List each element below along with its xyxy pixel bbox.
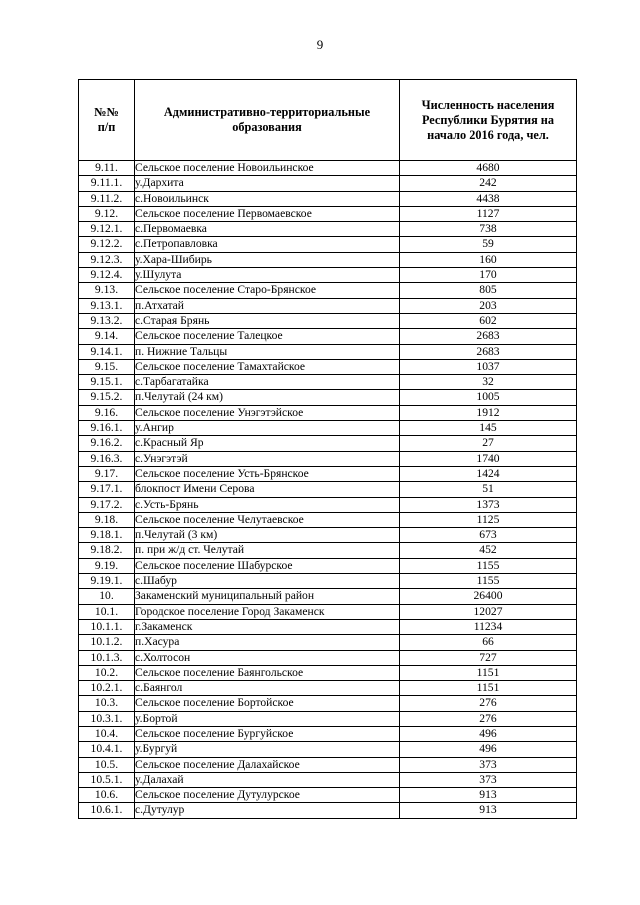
row-population: 1127 <box>400 206 577 221</box>
row-name: у.Бортой <box>135 711 400 726</box>
table-row <box>79 665 577 680</box>
row-population: 4680 <box>400 161 577 176</box>
row-name: у.Хара-Шибирь <box>135 252 400 267</box>
row-name: Сельское поселение Челутаевское <box>135 512 400 527</box>
table-row <box>79 742 577 757</box>
row-number: 9.17.2. <box>79 497 135 512</box>
page-number: 9 <box>316 37 324 52</box>
row-number: 9.16.1. <box>79 421 135 436</box>
table-row <box>79 528 577 543</box>
row-number: 9.16.3. <box>79 451 135 466</box>
table-row <box>79 252 577 267</box>
row-population: 1373 <box>400 497 577 512</box>
row-name: Городское поселение Город Закаменск <box>135 604 400 619</box>
table-row <box>79 436 577 451</box>
row-number: 10.5. <box>79 757 135 772</box>
table-row <box>79 681 577 696</box>
row-name: Сельское поселение Усть-Брянское <box>135 466 400 481</box>
row-number: 10.1.1. <box>79 619 135 634</box>
table-row <box>79 375 577 390</box>
row-name: Сельское поселение Тамахтайское <box>135 359 400 374</box>
row-population: 27 <box>400 436 577 451</box>
row-number: 9.14.1. <box>79 344 135 359</box>
row-number: 9.12.3. <box>79 252 135 267</box>
row-number: 9.16. <box>79 405 135 420</box>
row-population: 913 <box>400 803 577 818</box>
row-population: 373 <box>400 772 577 787</box>
table-header-row <box>79 80 577 161</box>
row-population: 1740 <box>400 451 577 466</box>
row-population: 51 <box>400 482 577 497</box>
table-row <box>79 788 577 803</box>
row-population: 673 <box>400 528 577 543</box>
row-population: 12027 <box>400 604 577 619</box>
row-number: 10.2.1. <box>79 681 135 696</box>
table-row <box>79 482 577 497</box>
row-population: 738 <box>400 222 577 237</box>
header-name <box>135 80 400 161</box>
row-population: 496 <box>400 726 577 741</box>
table-row <box>79 619 577 634</box>
row-name: п.Челутай (3 км) <box>135 528 400 543</box>
row-number: 9.15. <box>79 359 135 374</box>
row-number: 10.4.1. <box>79 742 135 757</box>
row-name: с.Баянгол <box>135 681 400 696</box>
row-number: 10.1.2. <box>79 635 135 650</box>
row-number: 9.18.1. <box>79 528 135 543</box>
header-number-text: №№ п/п <box>94 105 119 134</box>
table-row <box>79 772 577 787</box>
row-number: 10.6.1. <box>79 803 135 818</box>
row-number: 9.11. <box>79 161 135 176</box>
header-name-text: Административно-территориальные образования <box>163 105 371 134</box>
row-population: 242 <box>400 176 577 191</box>
table-row <box>79 268 577 283</box>
row-name: у.Шулута <box>135 268 400 283</box>
row-population: 170 <box>400 268 577 283</box>
table-row <box>79 359 577 374</box>
row-number: 10.6. <box>79 788 135 803</box>
row-population: 1037 <box>400 359 577 374</box>
row-population: 1424 <box>400 466 577 481</box>
row-number: 9.11.2. <box>79 191 135 206</box>
row-number: 10.3.1. <box>79 711 135 726</box>
row-name: Сельское поселение Бургуйское <box>135 726 400 741</box>
row-population: 4438 <box>400 191 577 206</box>
row-name: п. Нижние Тальцы <box>135 344 400 359</box>
table-row <box>79 558 577 573</box>
row-number: 9.12.1. <box>79 222 135 237</box>
row-number: 9.16.2. <box>79 436 135 451</box>
table-row <box>79 161 577 176</box>
row-population: 2683 <box>400 329 577 344</box>
table-row <box>79 191 577 206</box>
table-row <box>79 497 577 512</box>
row-name: Сельское поселение Шабурское <box>135 558 400 573</box>
table-row <box>79 283 577 298</box>
row-population: 1125 <box>400 512 577 527</box>
table-row <box>79 329 577 344</box>
row-name: Сельское поселение Новоильинское <box>135 161 400 176</box>
row-number: 10.1.3. <box>79 650 135 665</box>
row-name: Сельское поселение Баянгольское <box>135 665 400 680</box>
row-population: 727 <box>400 650 577 665</box>
table-row <box>79 574 577 589</box>
table-row <box>79 405 577 420</box>
header-population <box>400 80 577 161</box>
row-name: с.Новоильинск <box>135 191 400 206</box>
row-population: 452 <box>400 543 577 558</box>
row-population: 1005 <box>400 390 577 405</box>
row-name: с.Унэгэтэй <box>135 451 400 466</box>
row-name: с.Усть-Брянь <box>135 497 400 512</box>
row-population: 145 <box>400 421 577 436</box>
table-row <box>79 757 577 772</box>
row-name: Сельское поселение Далахайское <box>135 757 400 772</box>
table-row <box>79 222 577 237</box>
table-row <box>79 650 577 665</box>
row-name: с.Петропавловка <box>135 237 400 252</box>
row-number: 9.18. <box>79 512 135 527</box>
table-row <box>79 543 577 558</box>
row-name: с.Тарбагатайка <box>135 375 400 390</box>
row-name: г.Закаменск <box>135 619 400 634</box>
row-population: 160 <box>400 252 577 267</box>
table-row <box>79 696 577 711</box>
row-population: 32 <box>400 375 577 390</box>
row-population: 26400 <box>400 589 577 604</box>
population-table <box>78 79 577 819</box>
row-number: 9.17.1. <box>79 482 135 497</box>
table-row <box>79 390 577 405</box>
row-number: 9.13. <box>79 283 135 298</box>
row-name: Закаменский муниципальный район <box>135 589 400 604</box>
table-row <box>79 803 577 818</box>
row-name: с.Шабур <box>135 574 400 589</box>
table-row <box>79 421 577 436</box>
row-number: 9.12.2. <box>79 237 135 252</box>
row-population: 496 <box>400 742 577 757</box>
table-row <box>79 176 577 191</box>
row-name: п.Хасура <box>135 635 400 650</box>
table-row <box>79 512 577 527</box>
row-population: 11234 <box>400 619 577 634</box>
row-population: 805 <box>400 283 577 298</box>
row-population: 1912 <box>400 405 577 420</box>
row-name: Сельское поселение Первомаевское <box>135 206 400 221</box>
table-row <box>79 451 577 466</box>
table-row <box>79 237 577 252</box>
row-name: блокпост Имени Серова <box>135 482 400 497</box>
row-name: Сельское поселение Дутулурское <box>135 788 400 803</box>
row-name: п. при ж/д ст. Челутай <box>135 543 400 558</box>
row-population: 1151 <box>400 665 577 680</box>
row-population: 66 <box>400 635 577 650</box>
table-body <box>79 161 577 819</box>
row-number: 10. <box>79 589 135 604</box>
row-number: 10.2. <box>79 665 135 680</box>
row-number: 9.15.1. <box>79 375 135 390</box>
row-number: 9.19.1. <box>79 574 135 589</box>
row-name: Сельское поселение Талецкое <box>135 329 400 344</box>
header-number <box>79 80 135 161</box>
row-population: 276 <box>400 696 577 711</box>
table-row <box>79 466 577 481</box>
table-row <box>79 298 577 313</box>
table-row <box>79 206 577 221</box>
row-name: Сельское поселение Унэгэтэйское <box>135 405 400 420</box>
row-population: 276 <box>400 711 577 726</box>
row-population: 59 <box>400 237 577 252</box>
row-name: у.Дархита <box>135 176 400 191</box>
table-row <box>79 711 577 726</box>
row-number: 9.11.1. <box>79 176 135 191</box>
header-population-text: Численность населения Республики Бурятия на начало 2016 года, чел. <box>421 97 555 142</box>
row-name: с.Старая Брянь <box>135 313 400 328</box>
table-row <box>79 604 577 619</box>
row-name: с.Красный Яр <box>135 436 400 451</box>
row-population: 2683 <box>400 344 577 359</box>
row-population: 1151 <box>400 681 577 696</box>
row-name: с.Холтосон <box>135 650 400 665</box>
row-name: у.Далахай <box>135 772 400 787</box>
table-row <box>79 635 577 650</box>
row-population: 1155 <box>400 574 577 589</box>
row-name: Сельское поселение Бортойское <box>135 696 400 711</box>
row-number: 9.14. <box>79 329 135 344</box>
table-row <box>79 344 577 359</box>
row-name: п.Атхатай <box>135 298 400 313</box>
row-population: 1155 <box>400 558 577 573</box>
row-name: с.Первомаевка <box>135 222 400 237</box>
row-population: 602 <box>400 313 577 328</box>
row-name: у.Бургуй <box>135 742 400 757</box>
row-number: 9.18.2. <box>79 543 135 558</box>
row-number: 10.1. <box>79 604 135 619</box>
row-number: 9.15.2. <box>79 390 135 405</box>
row-number: 9.12. <box>79 206 135 221</box>
table-row <box>79 726 577 741</box>
row-number: 10.3. <box>79 696 135 711</box>
row-population: 373 <box>400 757 577 772</box>
row-population: 913 <box>400 788 577 803</box>
row-number: 9.13.1. <box>79 298 135 313</box>
row-name: Сельское поселение Старо-Брянское <box>135 283 400 298</box>
row-number: 10.5.1. <box>79 772 135 787</box>
row-number: 9.17. <box>79 466 135 481</box>
row-name: у.Ангир <box>135 421 400 436</box>
row-name: п.Челутай (24 км) <box>135 390 400 405</box>
row-number: 10.4. <box>79 726 135 741</box>
table-row <box>79 589 577 604</box>
row-population: 203 <box>400 298 577 313</box>
row-number: 9.12.4. <box>79 268 135 283</box>
row-number: 9.19. <box>79 558 135 573</box>
row-name: с.Дутулур <box>135 803 400 818</box>
row-number: 9.13.2. <box>79 313 135 328</box>
table-row <box>79 313 577 328</box>
